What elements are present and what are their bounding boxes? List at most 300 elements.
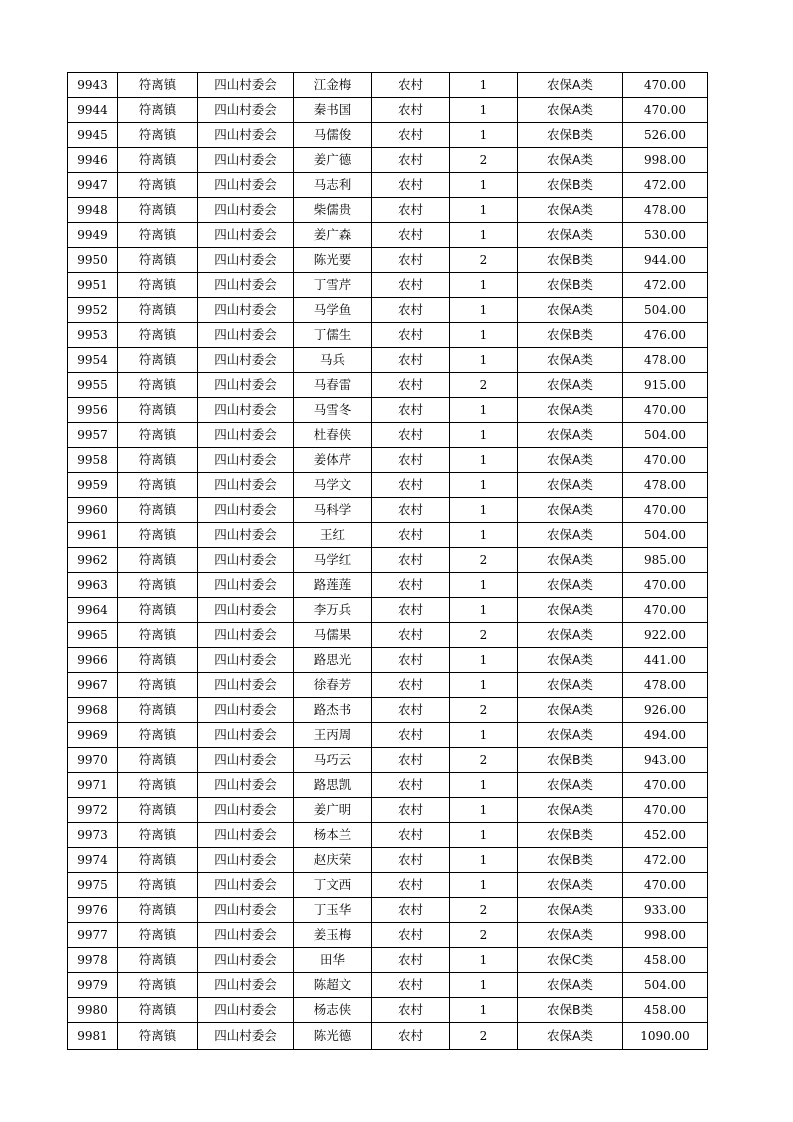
- record-id-cell: 9943: [68, 73, 118, 98]
- name-cell: 杨志侠: [294, 998, 372, 1023]
- area-type-cell: 农村: [372, 348, 450, 373]
- record-id-cell: 9949: [68, 223, 118, 248]
- town-cell: 符离镇: [118, 348, 198, 373]
- table-row: [68, 723, 708, 748]
- category-cell: 农保A类: [518, 573, 623, 598]
- amount-cell: 478.00: [623, 198, 708, 223]
- village-committee-cell: 四山村委会: [198, 398, 294, 423]
- name-cell: 李万兵: [294, 598, 372, 623]
- table-row: [68, 373, 708, 398]
- town-cell: 符离镇: [118, 398, 198, 423]
- name-cell: 马儒俊: [294, 123, 372, 148]
- town-cell: 符离镇: [118, 73, 198, 98]
- village-committee-cell: 四山村委会: [198, 1023, 294, 1050]
- table-row: [68, 748, 708, 773]
- category-cell: 农保A类: [518, 648, 623, 673]
- town-cell: 符离镇: [118, 773, 198, 798]
- name-cell: 路莲莲: [294, 573, 372, 598]
- household-count-cell: 1: [450, 473, 518, 498]
- table-row: [68, 198, 708, 223]
- name-cell: 丁玉华: [294, 898, 372, 923]
- town-cell: 符离镇: [118, 173, 198, 198]
- town-cell: 符离镇: [118, 573, 198, 598]
- category-cell: 农保B类: [518, 848, 623, 873]
- table-row: [68, 73, 708, 98]
- household-count-cell: 1: [450, 398, 518, 423]
- record-id-cell: 9969: [68, 723, 118, 748]
- amount-cell: 470.00: [623, 398, 708, 423]
- village-committee-cell: 四山村委会: [198, 548, 294, 573]
- category-cell: 农保A类: [518, 898, 623, 923]
- household-count-cell: 2: [450, 748, 518, 773]
- area-type-cell: 农村: [372, 698, 450, 723]
- record-id-cell: 9953: [68, 323, 118, 348]
- category-cell: 农保A类: [518, 223, 623, 248]
- village-committee-cell: 四山村委会: [198, 723, 294, 748]
- village-committee-cell: 四山村委会: [198, 798, 294, 823]
- category-cell: 农保A类: [518, 348, 623, 373]
- village-committee-cell: 四山村委会: [198, 848, 294, 873]
- category-cell: 农保A类: [518, 298, 623, 323]
- area-type-cell: 农村: [372, 173, 450, 198]
- household-count-cell: 1: [450, 298, 518, 323]
- town-cell: 符离镇: [118, 148, 198, 173]
- amount-cell: 470.00: [623, 798, 708, 823]
- household-count-cell: 1: [450, 173, 518, 198]
- town-cell: 符离镇: [118, 1023, 198, 1050]
- area-type-cell: 农村: [372, 548, 450, 573]
- area-type-cell: 农村: [372, 473, 450, 498]
- name-cell: 马春雷: [294, 373, 372, 398]
- village-committee-cell: 四山村委会: [198, 823, 294, 848]
- category-cell: 农保B类: [518, 998, 623, 1023]
- name-cell: 马科学: [294, 498, 372, 523]
- household-count-cell: 1: [450, 273, 518, 298]
- name-cell: 柴儒贵: [294, 198, 372, 223]
- village-committee-cell: 四山村委会: [198, 873, 294, 898]
- household-count-cell: 1: [450, 973, 518, 998]
- town-cell: 符离镇: [118, 873, 198, 898]
- amount-cell: 472.00: [623, 848, 708, 873]
- amount-cell: 504.00: [623, 298, 708, 323]
- household-count-cell: 1: [450, 598, 518, 623]
- village-committee-cell: 四山村委会: [198, 173, 294, 198]
- town-cell: 符离镇: [118, 498, 198, 523]
- table-row: [68, 548, 708, 573]
- record-id-cell: 9964: [68, 598, 118, 623]
- town-cell: 符离镇: [118, 598, 198, 623]
- village-committee-cell: 四山村委会: [198, 523, 294, 548]
- town-cell: 符离镇: [118, 923, 198, 948]
- amount-cell: 504.00: [623, 973, 708, 998]
- category-cell: 农保A类: [518, 373, 623, 398]
- village-committee-cell: 四山村委会: [198, 923, 294, 948]
- household-count-cell: 1: [450, 323, 518, 348]
- household-count-cell: 2: [450, 898, 518, 923]
- name-cell: 路思光: [294, 648, 372, 673]
- record-id-cell: 9957: [68, 423, 118, 448]
- table-row: [68, 248, 708, 273]
- household-count-cell: 2: [450, 548, 518, 573]
- table-row: [68, 623, 708, 648]
- area-type-cell: 农村: [372, 273, 450, 298]
- table-row: [68, 948, 708, 973]
- town-cell: 符离镇: [118, 523, 198, 548]
- category-cell: 农保A类: [518, 623, 623, 648]
- area-type-cell: 农村: [372, 223, 450, 248]
- name-cell: 陈光德: [294, 1023, 372, 1050]
- category-cell: 农保A类: [518, 73, 623, 98]
- table-row: [68, 123, 708, 148]
- area-type-cell: 农村: [372, 123, 450, 148]
- amount-cell: 998.00: [623, 148, 708, 173]
- amount-cell: 530.00: [623, 223, 708, 248]
- name-cell: 丁儒生: [294, 323, 372, 348]
- category-cell: 农保A类: [518, 973, 623, 998]
- village-committee-cell: 四山村委会: [198, 698, 294, 723]
- amount-cell: 943.00: [623, 748, 708, 773]
- table-row: [68, 423, 708, 448]
- household-count-cell: 1: [450, 798, 518, 823]
- name-cell: 马雪冬: [294, 398, 372, 423]
- category-cell: 农保A类: [518, 448, 623, 473]
- category-cell: 农保A类: [518, 598, 623, 623]
- area-type-cell: 农村: [372, 298, 450, 323]
- amount-cell: 926.00: [623, 698, 708, 723]
- name-cell: 马学红: [294, 548, 372, 573]
- record-id-cell: 9977: [68, 923, 118, 948]
- household-count-cell: 1: [450, 348, 518, 373]
- area-type-cell: 农村: [372, 523, 450, 548]
- record-id-cell: 9958: [68, 448, 118, 473]
- area-type-cell: 农村: [372, 248, 450, 273]
- area-type-cell: 农村: [372, 198, 450, 223]
- name-cell: 马儒果: [294, 623, 372, 648]
- village-committee-cell: 四山村委会: [198, 498, 294, 523]
- record-id-cell: 9972: [68, 798, 118, 823]
- record-id-cell: 9973: [68, 823, 118, 848]
- amount-cell: 504.00: [623, 423, 708, 448]
- household-count-cell: 1: [450, 673, 518, 698]
- record-id-cell: 9961: [68, 523, 118, 548]
- name-cell: 丁雪芹: [294, 273, 372, 298]
- town-cell: 符离镇: [118, 798, 198, 823]
- name-cell: 马巧云: [294, 748, 372, 773]
- record-id-cell: 9946: [68, 148, 118, 173]
- category-cell: 农保A类: [518, 498, 623, 523]
- table-row: [68, 473, 708, 498]
- table-row: [68, 798, 708, 823]
- area-type-cell: 农村: [372, 898, 450, 923]
- household-count-cell: 2: [450, 698, 518, 723]
- town-cell: 符离镇: [118, 723, 198, 748]
- village-committee-cell: 四山村委会: [198, 473, 294, 498]
- record-id-cell: 9945: [68, 123, 118, 148]
- category-cell: 农保B类: [518, 248, 623, 273]
- household-count-cell: 1: [450, 573, 518, 598]
- table-row: [68, 898, 708, 923]
- household-count-cell: 1: [450, 498, 518, 523]
- amount-cell: 478.00: [623, 348, 708, 373]
- name-cell: 陈光要: [294, 248, 372, 273]
- name-cell: 王红: [294, 523, 372, 548]
- amount-cell: 470.00: [623, 573, 708, 598]
- village-committee-cell: 四山村委会: [198, 348, 294, 373]
- record-id-cell: 9952: [68, 298, 118, 323]
- record-id-cell: 9948: [68, 198, 118, 223]
- town-cell: 符离镇: [118, 898, 198, 923]
- amount-cell: 1090.00: [623, 1023, 708, 1050]
- table-row: [68, 148, 708, 173]
- name-cell: 杜春侠: [294, 423, 372, 448]
- household-count-cell: 1: [450, 423, 518, 448]
- village-committee-cell: 四山村委会: [198, 98, 294, 123]
- town-cell: 符离镇: [118, 748, 198, 773]
- village-committee-cell: 四山村委会: [198, 423, 294, 448]
- household-count-cell: 2: [450, 923, 518, 948]
- town-cell: 符离镇: [118, 248, 198, 273]
- table-row: [68, 523, 708, 548]
- table-row: [68, 773, 708, 798]
- name-cell: 马学鱼: [294, 298, 372, 323]
- amount-cell: 470.00: [623, 498, 708, 523]
- table-row: [68, 498, 708, 523]
- town-cell: 符离镇: [118, 98, 198, 123]
- area-type-cell: 农村: [372, 673, 450, 698]
- area-type-cell: 农村: [372, 948, 450, 973]
- household-count-cell: 1: [450, 873, 518, 898]
- table-row: [68, 873, 708, 898]
- amount-cell: 472.00: [623, 173, 708, 198]
- name-cell: 马学文: [294, 473, 372, 498]
- record-id-cell: 9944: [68, 98, 118, 123]
- name-cell: 徐春芳: [294, 673, 372, 698]
- category-cell: 农保A类: [518, 523, 623, 548]
- category-cell: 农保A类: [518, 398, 623, 423]
- table-row: [68, 398, 708, 423]
- household-count-cell: 1: [450, 123, 518, 148]
- town-cell: 符离镇: [118, 648, 198, 673]
- area-type-cell: 农村: [372, 398, 450, 423]
- name-cell: 杨本兰: [294, 823, 372, 848]
- household-count-cell: 1: [450, 998, 518, 1023]
- amount-cell: 915.00: [623, 373, 708, 398]
- record-id-cell: 9966: [68, 648, 118, 673]
- category-cell: 农保C类: [518, 948, 623, 973]
- household-count-cell: 1: [450, 98, 518, 123]
- village-committee-cell: 四山村委会: [198, 573, 294, 598]
- area-type-cell: 农村: [372, 723, 450, 748]
- household-count-cell: 2: [450, 373, 518, 398]
- village-committee-cell: 四山村委会: [198, 948, 294, 973]
- area-type-cell: 农村: [372, 448, 450, 473]
- amount-cell: 998.00: [623, 923, 708, 948]
- table-row: [68, 273, 708, 298]
- amount-cell: 441.00: [623, 648, 708, 673]
- amount-cell: 470.00: [623, 873, 708, 898]
- table-row: [68, 173, 708, 198]
- town-cell: 符离镇: [118, 698, 198, 723]
- amount-cell: 985.00: [623, 548, 708, 573]
- name-cell: 姜广明: [294, 798, 372, 823]
- village-committee-cell: 四山村委会: [198, 673, 294, 698]
- record-id-cell: 9959: [68, 473, 118, 498]
- amount-cell: 470.00: [623, 73, 708, 98]
- town-cell: 符离镇: [118, 548, 198, 573]
- name-cell: 赵庆荣: [294, 848, 372, 873]
- table-row: [68, 223, 708, 248]
- town-cell: 符离镇: [118, 298, 198, 323]
- village-committee-cell: 四山村委会: [198, 323, 294, 348]
- area-type-cell: 农村: [372, 998, 450, 1023]
- category-cell: 农保A类: [518, 723, 623, 748]
- table-row: [68, 923, 708, 948]
- category-cell: 农保A类: [518, 698, 623, 723]
- amount-cell: 458.00: [623, 948, 708, 973]
- town-cell: 符离镇: [118, 973, 198, 998]
- area-type-cell: 农村: [372, 773, 450, 798]
- village-committee-cell: 四山村委会: [198, 648, 294, 673]
- household-count-cell: 1: [450, 523, 518, 548]
- amount-cell: 458.00: [623, 998, 708, 1023]
- category-cell: 农保A类: [518, 873, 623, 898]
- area-type-cell: 农村: [372, 373, 450, 398]
- village-committee-cell: 四山村委会: [198, 198, 294, 223]
- name-cell: 姜广森: [294, 223, 372, 248]
- category-cell: 农保A类: [518, 198, 623, 223]
- town-cell: 符离镇: [118, 673, 198, 698]
- record-id-cell: 9971: [68, 773, 118, 798]
- category-cell: 农保A类: [518, 423, 623, 448]
- table-body: [68, 73, 708, 1050]
- name-cell: 姜广德: [294, 148, 372, 173]
- household-count-cell: 1: [450, 223, 518, 248]
- household-count-cell: 2: [450, 248, 518, 273]
- town-cell: 符离镇: [118, 198, 198, 223]
- name-cell: 路杰书: [294, 698, 372, 723]
- area-type-cell: 农村: [372, 498, 450, 523]
- village-committee-cell: 四山村委会: [198, 898, 294, 923]
- area-type-cell: 农村: [372, 798, 450, 823]
- record-id-cell: 9950: [68, 248, 118, 273]
- record-id-cell: 9951: [68, 273, 118, 298]
- category-cell: 农保A类: [518, 1023, 623, 1050]
- category-cell: 农保B类: [518, 748, 623, 773]
- record-id-cell: 9960: [68, 498, 118, 523]
- area-type-cell: 农村: [372, 148, 450, 173]
- village-committee-cell: 四山村委会: [198, 973, 294, 998]
- category-cell: 农保A类: [518, 148, 623, 173]
- amount-cell: 478.00: [623, 673, 708, 698]
- category-cell: 农保B类: [518, 273, 623, 298]
- town-cell: 符离镇: [118, 473, 198, 498]
- town-cell: 符离镇: [118, 223, 198, 248]
- amount-cell: 470.00: [623, 773, 708, 798]
- record-id-cell: 9967: [68, 673, 118, 698]
- amount-cell: 922.00: [623, 623, 708, 648]
- category-cell: 农保B类: [518, 123, 623, 148]
- town-cell: 符离镇: [118, 273, 198, 298]
- area-type-cell: 农村: [372, 648, 450, 673]
- village-committee-cell: 四山村委会: [198, 598, 294, 623]
- village-committee-cell: 四山村委会: [198, 373, 294, 398]
- name-cell: 陈超文: [294, 973, 372, 998]
- table-row: [68, 648, 708, 673]
- records-table: [67, 72, 708, 1050]
- household-count-cell: 1: [450, 773, 518, 798]
- table-row: [68, 673, 708, 698]
- category-cell: 农保B类: [518, 823, 623, 848]
- village-committee-cell: 四山村委会: [198, 448, 294, 473]
- table-row: [68, 98, 708, 123]
- table-row: [68, 598, 708, 623]
- amount-cell: 504.00: [623, 523, 708, 548]
- record-id-cell: 9963: [68, 573, 118, 598]
- record-id-cell: 9981: [68, 1023, 118, 1050]
- area-type-cell: 农村: [372, 1023, 450, 1050]
- category-cell: 农保A类: [518, 98, 623, 123]
- record-id-cell: 9955: [68, 373, 118, 398]
- town-cell: 符离镇: [118, 123, 198, 148]
- town-cell: 符离镇: [118, 948, 198, 973]
- amount-cell: 470.00: [623, 98, 708, 123]
- area-type-cell: 农村: [372, 573, 450, 598]
- household-count-cell: 1: [450, 448, 518, 473]
- household-count-cell: 1: [450, 948, 518, 973]
- table-row: [68, 823, 708, 848]
- village-committee-cell: 四山村委会: [198, 123, 294, 148]
- household-count-cell: 1: [450, 848, 518, 873]
- table-row: [68, 298, 708, 323]
- household-count-cell: 1: [450, 73, 518, 98]
- record-id-cell: 9980: [68, 998, 118, 1023]
- category-cell: 农保A类: [518, 473, 623, 498]
- amount-cell: 470.00: [623, 448, 708, 473]
- amount-cell: 933.00: [623, 898, 708, 923]
- record-id-cell: 9954: [68, 348, 118, 373]
- amount-cell: 944.00: [623, 248, 708, 273]
- name-cell: 秦书国: [294, 98, 372, 123]
- household-count-cell: 2: [450, 623, 518, 648]
- area-type-cell: 农村: [372, 598, 450, 623]
- name-cell: 马兵: [294, 348, 372, 373]
- record-id-cell: 9978: [68, 948, 118, 973]
- category-cell: 农保B类: [518, 173, 623, 198]
- record-id-cell: 9975: [68, 873, 118, 898]
- village-committee-cell: 四山村委会: [198, 273, 294, 298]
- area-type-cell: 农村: [372, 73, 450, 98]
- household-count-cell: 2: [450, 1023, 518, 1050]
- area-type-cell: 农村: [372, 823, 450, 848]
- town-cell: 符离镇: [118, 848, 198, 873]
- name-cell: 路思凯: [294, 773, 372, 798]
- amount-cell: 494.00: [623, 723, 708, 748]
- household-count-cell: 2: [450, 148, 518, 173]
- area-type-cell: 农村: [372, 848, 450, 873]
- town-cell: 符离镇: [118, 823, 198, 848]
- amount-cell: 472.00: [623, 273, 708, 298]
- amount-cell: 476.00: [623, 323, 708, 348]
- table-row: [68, 348, 708, 373]
- amount-cell: 452.00: [623, 823, 708, 848]
- village-committee-cell: 四山村委会: [198, 773, 294, 798]
- record-id-cell: 9968: [68, 698, 118, 723]
- category-cell: 农保B类: [518, 323, 623, 348]
- village-committee-cell: 四山村委会: [198, 998, 294, 1023]
- town-cell: 符离镇: [118, 448, 198, 473]
- category-cell: 农保A类: [518, 548, 623, 573]
- town-cell: 符离镇: [118, 623, 198, 648]
